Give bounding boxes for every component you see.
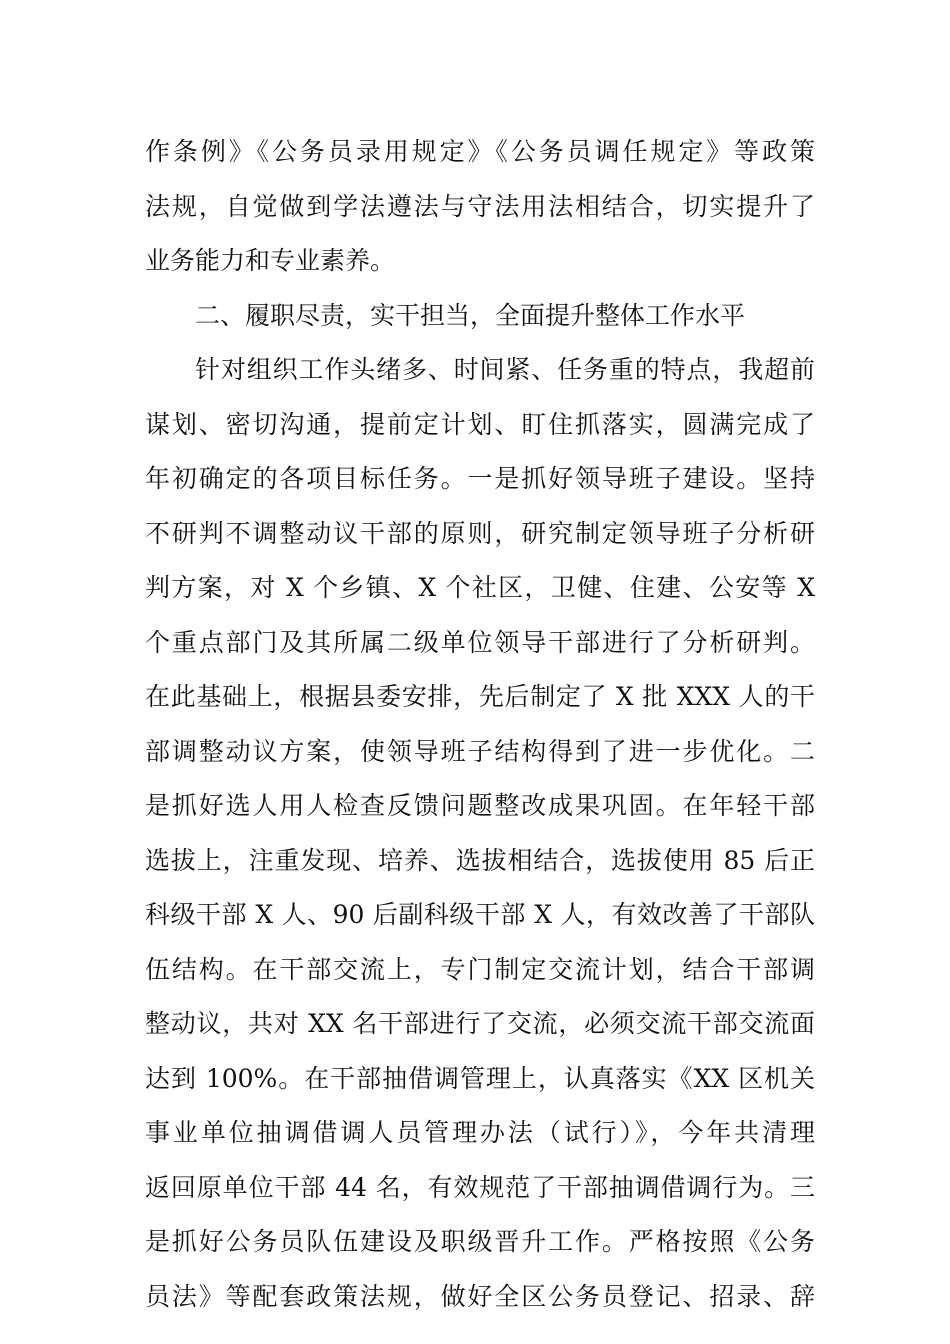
text-line-7: 年初确定的各项目标任务。一是抓好领导班子建设。坚持 — [145, 464, 815, 493]
text-line-1: 作条例》《公务员录用规定》《公务员调任规定》等政策 — [145, 137, 815, 166]
text-line-5: 针对组织工作头绪多、时间紧、任务重的特点，我超前 — [195, 355, 815, 384]
text-line-3: 业务能力和专业素养。 — [145, 246, 396, 275]
text-line-21: 是抓好公务员队伍建设及职级晋升工作。严格按照《公务 — [145, 1227, 815, 1256]
text-line-8: 不研判不调整动议干部的原则，研究制定领导班子分析研 — [145, 518, 815, 548]
text-line-16: 伍结构。在干部交流上，专门制定交流计划，结合干部调 — [145, 954, 815, 984]
text-line-6: 谋划、密切沟通，提前定计划、盯住抓落实，圆满完成了 — [145, 409, 815, 439]
text-line-14: 选拔上，注重发现、培养、选拔相结合，选拔使用 85 后正 — [145, 845, 815, 875]
text-line-19: 事业单位抽调借调人员管理办法（试行）》，今年共清理 — [145, 1118, 815, 1147]
text-line-9: 判方案，对 X 个乡镇、X 个社区，卫健、住建、公安等 X — [145, 573, 815, 602]
text-line-18: 达到 100%。在干部抽借调管理上，认真落实《XX 区机关 — [145, 1063, 815, 1093]
text-line-22: 员法》等配套政策法规，做好全区公务员登记、招录、辞 — [145, 1281, 815, 1311]
section-heading: 二、履职尽责，实干担当，全面提升整体工作水平 — [195, 300, 746, 330]
text-line-12: 部调整动议方案，使领导班子结构得到了进一步优化。二 — [145, 736, 815, 766]
text-line-17: 整动议，共对 XX 名干部进行了交流，必须交流干部交流面 — [145, 1009, 815, 1038]
text-line-2: 法规，自觉做到学法遵法与守法用法相结合，切实提升了 — [145, 191, 815, 221]
text-line-20: 返回原单位干部 44 名，有效规范了干部抽调借调行为。三 — [145, 1172, 815, 1202]
text-line-13: 是抓好选人用人检查反馈问题整改成果巩固。在年轻干部 — [145, 791, 815, 820]
text-line-11: 在此基础上，根据县委安排，先后制定了 X 批 XXX 人的干 — [145, 682, 815, 711]
text-line-15: 科级干部 X 人、90 后副科级干部 X 人，有效改善了干部队 — [145, 900, 815, 929]
text-line-10: 个重点部门及其所属二级单位领导干部进行了分析研判。 — [145, 627, 815, 657]
body-text — [145, 125, 815, 1324]
